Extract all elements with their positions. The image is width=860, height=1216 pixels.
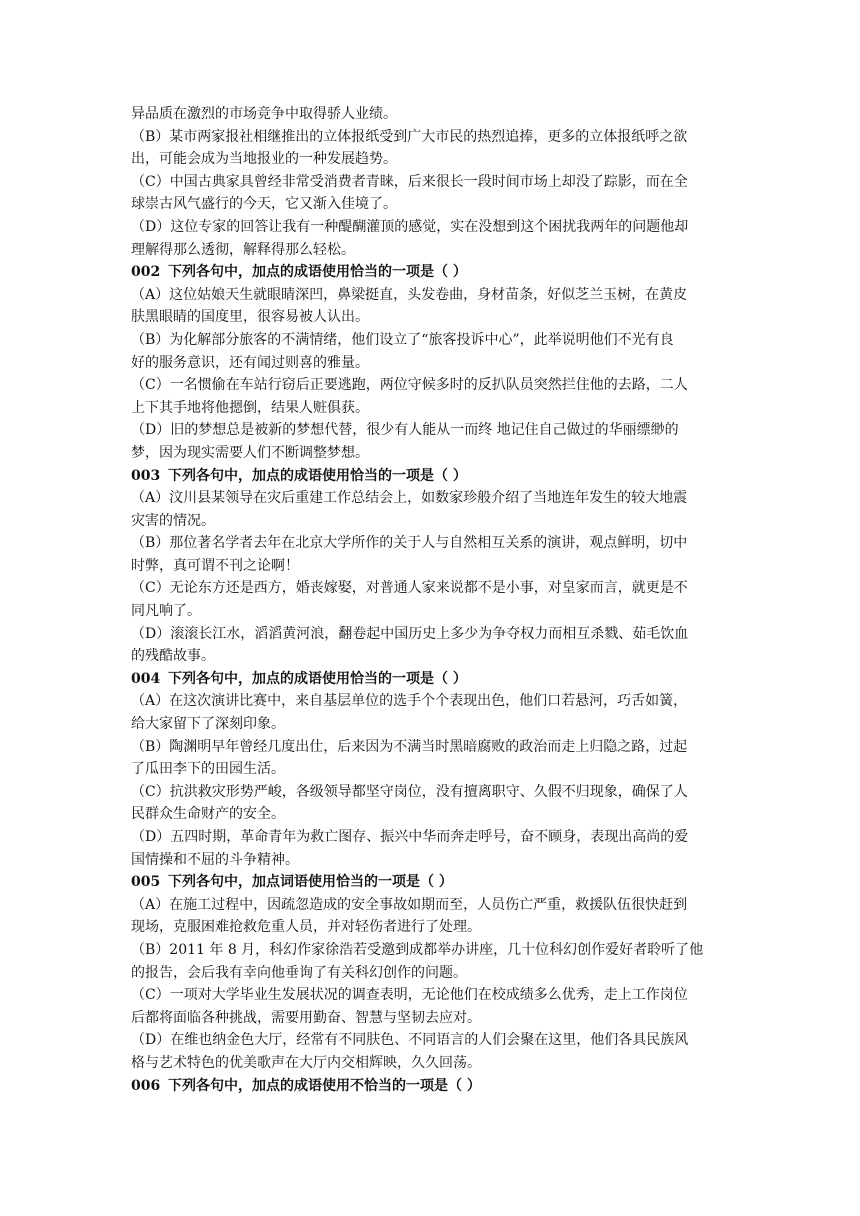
text-line: （B）陶渊明早年曾经几度出仕，后来因为不满当时黑暗腐败的政治而走上归隐之路，过起 [131,738,688,755]
text-line: 理解得那么透彻，解释得那么轻松。 [131,241,355,258]
text-line: 灾害的情况。 [131,512,215,529]
text-line: （A）在这次演讲比赛中，来自基层单位的选手个个表现出色，他们口若悬河，巧舌如簧， [131,693,688,710]
text-line: 后都将面临各种挑战，需要用勤奋、智慧与坚韧去应对。 [131,1009,481,1026]
question-heading [131,261,731,284]
text-line: 时弊，真可谓不刊之论啊！ [131,557,299,574]
question-stem: 下列各句中，加点的成语使用恰当的一项是（ ） [168,264,467,281]
question-stem: 下列各句中，加点的成语使用不恰当的一项是（ ） [168,1077,481,1094]
text-line: 出，可能会成为当地报业的一种发展趋势。 [131,151,397,168]
text-line: 国情操和不屈的斗争精神。 [131,851,299,868]
question-number: 003 [131,467,161,484]
text-line: 球崇古风气盛行的今天，它又渐入佳境了。 [131,196,397,213]
document-body [131,103,731,1097]
text-line: （D）这位专家的回答让我有一种醍醐灌顶的感觉，实在没想到这个困扰我两年的问题他却 [131,218,689,235]
question-number: 004 [131,670,161,687]
text-line: 了瓜田李下的田园生活。 [131,761,285,778]
text-line: 现场，克服困难抢救危重人员，并对轻伤者进行了处理。 [131,919,481,936]
text-line: 给大家留下了深刻印象。 [131,716,285,733]
text-line: 异品质在激烈的市场竞争中取得骄人业绩。 [131,106,397,122]
text-line: （C）一名惯偷在车站行窃后正要逃跑，两位守候多时的反扒队员突然拦住他的去路，二人 [131,377,688,394]
question-number: 006 [131,1077,161,1094]
text-line: （B）某市两家报社相继推出的立体报纸受到广大市民的热烈追捧，更多的立体报纸呼之欲 [131,128,688,145]
question-heading [131,1075,731,1098]
text-line: 的残酷故事。 [131,648,215,665]
text-line: 好的服务意识，还有闻过则喜的雅量。 [131,354,369,371]
text-line: 民群众生命财产的安全。 [131,806,285,823]
text-line: （B）那位著名学者去年在北京大学所作的关于人与自然相互关系的演讲，观点鲜明，切中 [131,535,688,552]
text-line: （C）中国古典家具曾经非常受消费者青睐，后来很长一段时间市场上却没了踪影，而在全 [131,173,688,190]
question-number: 005 [131,874,161,891]
text-line: （D）旧的梦想总是被新的梦想代替，很少有人能从一而终 地记住自己做过的华丽缥缈的 [131,422,679,439]
text-line: 梦，因为现实需要人们不断调整梦想。 [131,444,369,461]
text-line: 格与艺术特色的优美歌声在大厅内交相辉映，久久回荡。 [131,1054,481,1071]
text-line: 上下其手地将他摁倒，结果人赃俱获。 [131,399,369,416]
question-stem: 下列各句中，加点的成语使用恰当的一项是（ ） [168,670,467,687]
question-stem: 下列各句中，加点的成语使用恰当的一项是（ ） [168,467,467,484]
text-line: （A）汶川县某领导在灾后重建工作总结会上，如数家珍般介绍了当地连年发生的较大地震 [131,490,688,507]
text-line: （D）在维也纳金色大厅，经常有不同肤色、不同语言的人们会聚在这里，他们各具民族风 [131,1032,689,1049]
text-line: （D）滚滚长江水，滔滔黄河浪，翻卷起中国历史上多少为争夺权力而相互杀戮、茹毛饮血 [131,625,689,642]
text-line: （C）抗洪救灾形势严峻，各级领导都坚守岗位，没有擅离职守、久假不归现象，确保了人 [131,783,688,800]
text-line: 的报告，会后我有幸向他垂询了有关科幻创作的问题。 [131,964,467,981]
question-heading [131,668,731,691]
text-line: （A）在施工过程中，因疏忽造成的安全事故如期而至，人员伤亡严重，救援队伍很快赶到 [131,896,688,913]
text-line: 肤黑眼睛的国度里，很容易被人认出。 [131,309,369,326]
text-line: （B）为化解部分旅客的不满情绪，他们设立了“旅客投诉中心”，此举说明他们不光有良 [131,331,674,348]
text-line: （C）无论东方还是西方，婚丧嫁娶，对普通人家来说都不是小事，对皇家而言，就更是不 [131,580,688,597]
question-heading [131,465,731,488]
question-heading [131,871,731,894]
question-number: 002 [131,264,161,281]
text-line: （D）五四时期，革命青年为救亡图存、振兴中华而奔走呼号，奋不顾身，表现出高尚的爱 [131,829,689,845]
text-line: （C）一项对大学毕业生发展状况的调查表明，无论他们在校成绩多么优秀，走上工作岗位 [131,987,688,1004]
text-line: （A）这位姑娘天生就眼睛深凹，鼻梁挺直，头发卷曲，身材苗条，好似芝兰玉树，在黄皮 [131,286,688,303]
question-stem: 下列各句中，加点词语使用恰当的一项是（ ） [168,874,453,891]
text-line: 同凡响了。 [131,603,201,620]
text-line: （B）2011 年 8 月，科幻作家徐浩若受邀到成都举办讲座，几十位科幻创作爱好者聆听了他 [131,941,704,958]
